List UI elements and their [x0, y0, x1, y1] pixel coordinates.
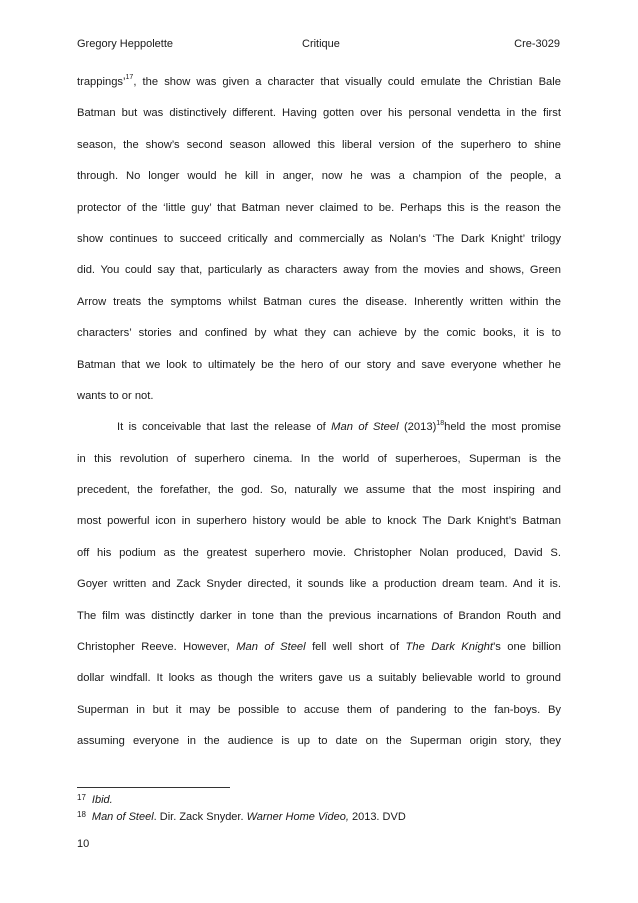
footnote-divider — [77, 787, 230, 788]
text-line: protector of the ‘little guy’ that Batman never claimed to be. Perhaps this is the reason the — [77, 201, 561, 214]
page-number: 10 — [77, 838, 90, 850]
footnote-ref: 17 — [125, 74, 134, 82]
body-text — [77, 67, 561, 758]
text-line: dollar windfall. It looks as though the writers gave us a suitably believable world to ground — [77, 672, 561, 685]
text-line: Arrow treats the symptoms whilst Batman cures the disease. Inherently written within the — [77, 295, 561, 308]
text-line: off his podium as the greatest superhero movie. Christopher Nolan produced, David S. — [77, 546, 561, 559]
header-title: Critique — [302, 38, 340, 50]
text-line: characters’ stories and confined by what they can achieve by the comic books, it is to — [77, 327, 561, 340]
text-line: season, the show’s second season allowed this liberal version of the superhero to shine — [77, 138, 561, 151]
text-line: did. You could say that, particularly as characters away from the movies and shows, Green — [77, 264, 561, 277]
header-code: Cre-3029 — [514, 38, 560, 50]
text-line: It is conceivable that last the release of Man of Steel $(2013)^{18}held$ the most promise — [117, 419, 562, 434]
text-line: precedent, the forefather, the god. So, naturally we assume that the most inspiring and — [77, 484, 561, 497]
text-line: The film was distinctly darker in tone than the previous incarnations of Brandon Routh and — [77, 609, 561, 622]
text-line: Batman but was distinctively different. Having gotten over his personal vendetta in the first — [77, 107, 561, 120]
text-line: most powerful icon in superhero history would be able to knock The Dark Knight’s Batman — [77, 515, 561, 528]
text-line: Goyer written and Zack Snyder directed, it sounds like a production dream team. And it is. — [77, 578, 561, 591]
text-line: in this revolution of superhero cinema. In the world of superheroes, Superman is the — [77, 452, 561, 465]
text-line: through. No longer would he kill in anger, now he was a champion of the people, a — [77, 170, 561, 183]
text-line: Christopher Reeve. However, Man of Steel fell well short of The Dark Knight’s one billion — [77, 641, 561, 654]
text-line: wants to or not. — [77, 389, 154, 402]
footnote: $^{18}$ Man of Steel. Dir. Zack Snyder. Warner Home Video, 2013. DVD — [77, 810, 406, 823]
text-line: show continues to succeed critically and commercially as Nolan’s ‘The Dark Knight’ trilogy — [77, 232, 561, 245]
text-line: assuming everyone in the audience is up to date on the Superman origin story, they — [77, 735, 561, 748]
header-author: Gregory Heppolette — [77, 38, 173, 50]
text-line: Superman in but it may be possible to accuse them of pandering to the fan-boys. By — [77, 703, 561, 716]
footnote: $^{17}$ Ibid. — [77, 793, 113, 806]
text-line: trappings’$^{17}$, the show was given a character that visually could emulate the Christian Bale — [77, 74, 561, 88]
text-line: Batman that we look to ultimately be the hero of our story and save everyone whether he — [77, 358, 561, 371]
footnote-ref: 18 — [436, 419, 445, 427]
